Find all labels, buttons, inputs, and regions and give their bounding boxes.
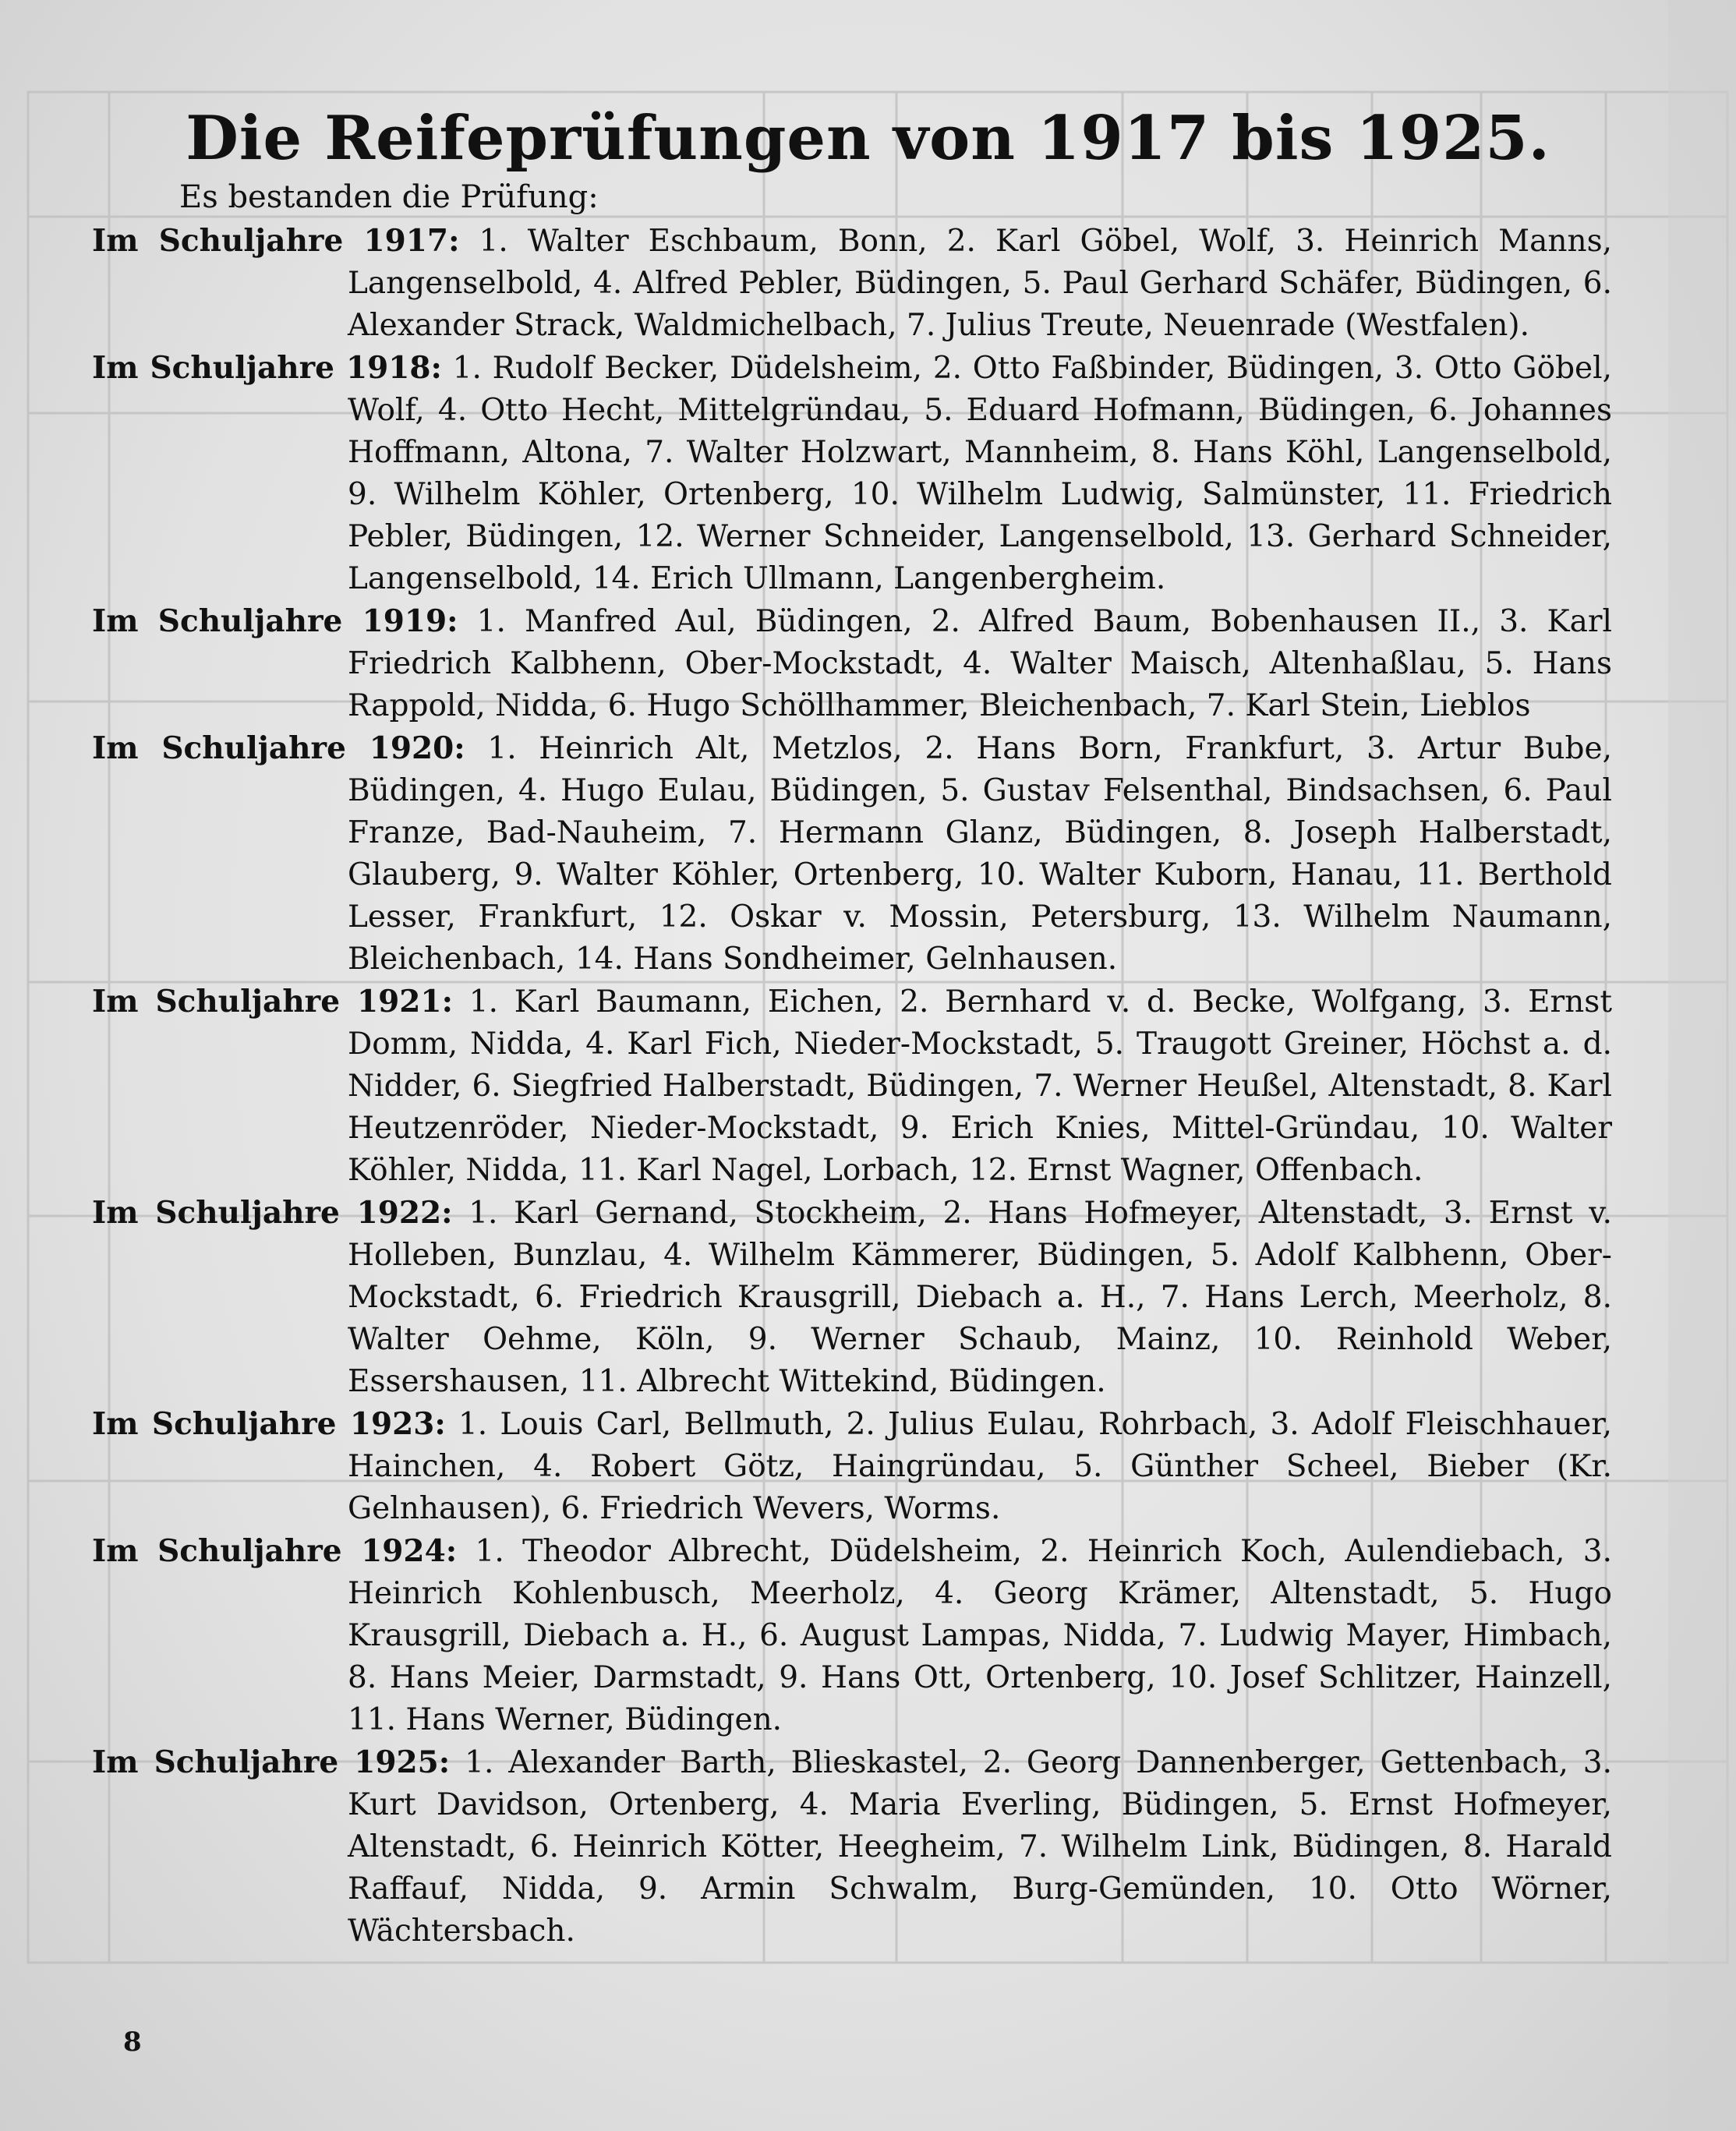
- year-entry-1921: [92, 981, 1612, 1192]
- year-label: Im Schuljahre 1917:: [92, 223, 460, 259]
- year-label: Im Schuljahre 1922:: [92, 1195, 453, 1231]
- year-entry-1918: [92, 347, 1612, 600]
- year-names: 1. Walter Eschbaum, Bonn, 2. Karl Göbel, Wolf, 3. Heinrich Manns, Langenselbold, 4. Alfred Pebler, Büdingen, 5. Paul Gerhard Schäfer, Büdingen, 6. Alexander Strack, Waldmichelbach, 7. Julius Treute, Neuenrade (Westfalen).: [348, 224, 1612, 343]
- year-names: 1. Rudolf Becker, Düdelsheim, 2. Otto Faßbinder, Büdingen, 3. Otto Göbel, Wolf, 4. Otto Hecht, Mittelgründau, 5. Eduard Hofmann, Büdingen, 6. Johannes Hoffmann, Altona, 7. Walter Holzwart, Mannheim, 8. Hans Köhl, Langenselbold, 9. Wilhelm Köhler, Ortenberg, 10. Wilhelm Ludwig, Salmünster, 11. Friedrich Pebler, Büdingen, 12. Werner Schneider, Langenselbold, 13. Gerhard Schneider, Langenselbold, 14. Erich Ullmann, Langenbergheim.: [348, 351, 1612, 596]
- year-names: 1. Louis Carl, Bellmuth, 2. Julius Eulau, Rohrbach, 3. Adolf Fleischhauer, Hainchen, 4. Robert Götz, Haingründau, 5. Günther Scheel, Bieber (Kr. Gelnhausen), 6. Friedrich Wevers, Worms.: [348, 1407, 1612, 1526]
- year-entry-1925: [92, 1741, 1612, 1953]
- intro-text: Es bestanden die Prüfung:: [179, 179, 599, 215]
- year-entry-1917: [92, 220, 1612, 347]
- year-label: Im Schuljahre 1925:: [92, 1744, 451, 1780]
- year-entry-1922: [92, 1192, 1612, 1403]
- year-entry-1919: [92, 600, 1612, 727]
- year-names: 1. Alexander Barth, Blieskastel, 2. Georg Dannenberger, Gettenbach, 3. Kurt Davidson, Ortenberg, 4. Maria Everling, Büdingen, 5. Ernst Hofmeyer, Altenstadt, 6. Heinrich Kötter, Heegheim, 7. Wilhelm Link, Büdingen, 8. Harald Raffauf, Nidda, 9. Armin Schwalm, Burg-Gemünden, 10. Otto Wörner, Wächtersbach.: [348, 1745, 1613, 1949]
- page-number: 8: [123, 2027, 142, 2058]
- year-names: 1. Manfred Aul, Büdingen, 2. Alfred Baum, Bobenhausen II., 3. Karl Friedrich Kalbhenn, Ober-Mockstadt, 4. Walter Maisch, Altenhaßlau, 5. Hans Rappold, Nidda, 6. Hugo Schöllhammer, Bleichenbach, 7. Karl Stein, Lieblos: [348, 604, 1613, 723]
- year-names: 1. Theodor Albrecht, Düdelsheim, 2. Heinrich Koch, Aulendiebach, 3. Heinrich Kohlenbusch, Meerholz, 4. Georg Krämer, Altenstadt, 5. Hugo Krausgrill, Diebach a. H., 6. August Lampas, Nidda, 7. Ludwig Mayer, Himbach, 8. Hans Meier, Darmstadt, 9. Hans Ott, Ortenberg, 10. Josef Schlitzer, Hainzell, 11. Hans Werner, Büdingen.: [348, 1534, 1613, 1737]
- year-label: Im Schuljahre 1921:: [92, 984, 453, 1020]
- year-names: 1. Karl Baumann, Eichen, 2. Bernhard v. d. Becke, Wolfgang, 3. Ernst Domm, Nidda, 4. Karl Fich, Nieder-Mockstadt, 5. Traugott Greiner, Höchst a. d. Nidder, 6. Siegfried Halberstadt, Büdingen, 7. Werner Heußel, Altenstadt, 8. Karl Heutzenröder, Nieder-Mockstadt, 9. Erich Knies, Mittel-Gründau, 10. Walter Köhler, Nidda, 11. Karl Nagel, Lorbach, 12. Ernst Wagner, Offenbach.: [348, 984, 1612, 1188]
- year-names: 1. Heinrich Alt, Metzlos, 2. Hans Born, Frankfurt, 3. Artur Bube, Büdingen, 4. Hugo Eulau, Büdingen, 5. Gustav Felsenthal, Bindsachsen, 6. Paul Franze, Bad-Nauheim, 7. Hermann Glanz, Büdingen, 8. Joseph Halberstadt, Glauberg, 9. Walter Köhler, Ortenberg, 10. Walter Kuborn, Hanau, 11. Berthold Lesser, Frankfurt, 12. Oskar v. Mossin, Petersburg, 13. Wilhelm Naumann, Bleichenbach, 14. Hans Sondheimer, Gelnhausen.: [348, 731, 1612, 977]
- year-label: Im Schuljahre 1920:: [92, 730, 465, 766]
- year-label: Im Schuljahre 1918:: [92, 350, 442, 386]
- page-title: Die Reifeprüfungen von 1917 bis 1925.: [186, 103, 1550, 174]
- year-label: Im Schuljahre 1923:: [92, 1406, 446, 1442]
- year-names: 1. Karl Gernand, Stockheim, 2. Hans Hofmeyer, Altenstadt, 3. Ernst v. Holleben, Bunzlau, 4. Wilhelm Kämmerer, Büdingen, 5. Adolf Kalbhenn, Ober-Mockstadt, 6. Friedrich Krausgrill, Diebach a. H., 7. Hans Lerch, Meerholz, 8. Walter Oehme, Köln, 9. Werner Schaub, Mainz, 10. Reinhold Weber, Essershausen, 11. Albrecht Wittekind, Büdingen.: [348, 1196, 1613, 1399]
- year-entry-1923: [92, 1403, 1612, 1530]
- year-label: Im Schuljahre 1924:: [92, 1533, 458, 1569]
- year-entry-1924: [92, 1530, 1612, 1741]
- year-label: Im Schuljahre 1919:: [92, 603, 458, 639]
- exam-list: [92, 220, 1612, 1953]
- year-entry-1920: [92, 727, 1612, 981]
